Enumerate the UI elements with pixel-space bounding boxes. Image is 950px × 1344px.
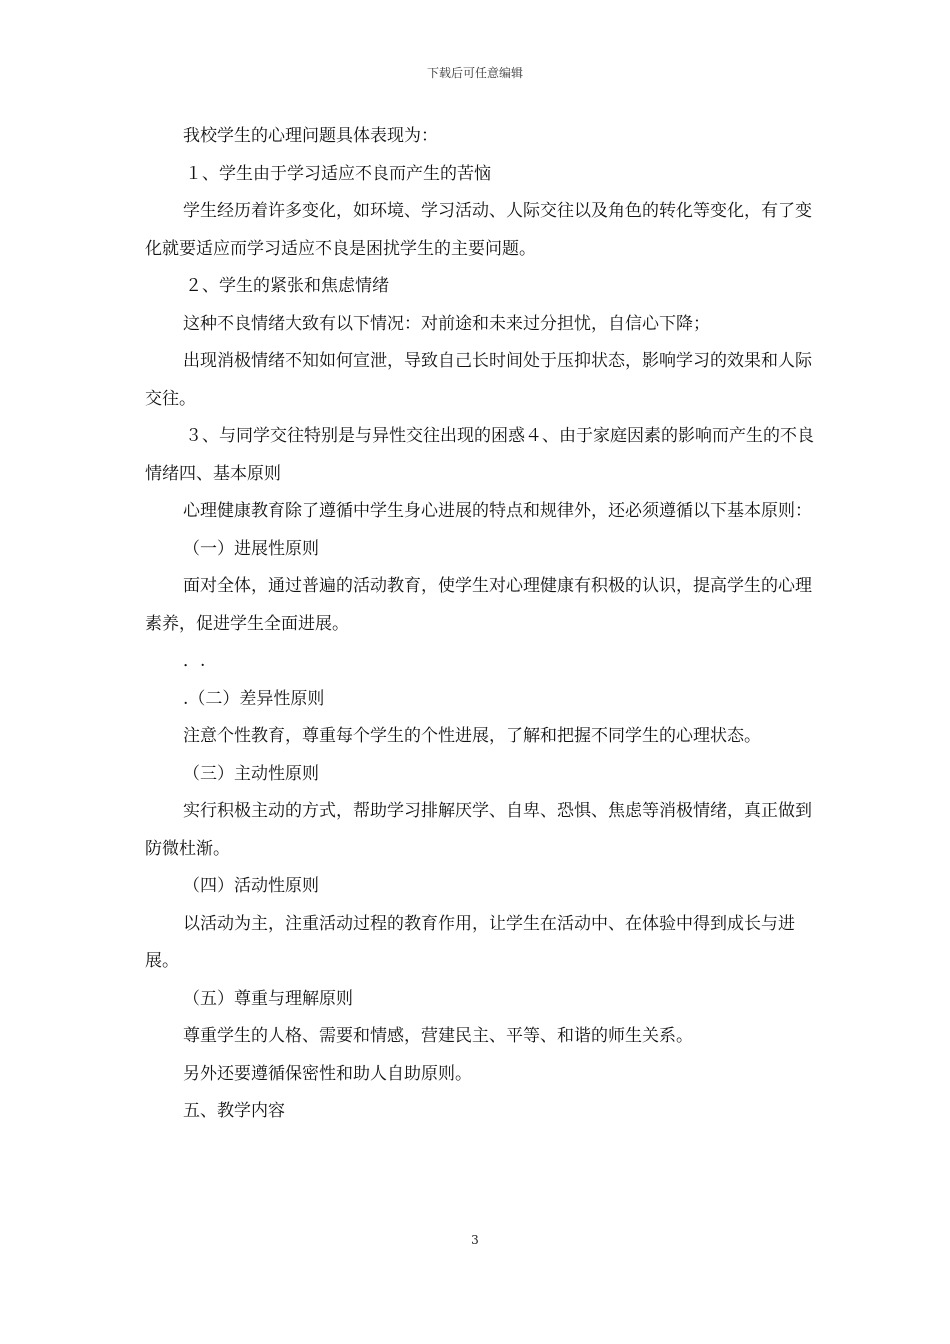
numbered-heading: ２、学生的紧张和焦虑情绪 (185, 276, 389, 296)
section-heading: （五）尊重与理解原则 (183, 988, 353, 1009)
section-heading: （四）活动性原则 (183, 876, 319, 896)
numbered-heading: １、学生由于学习适应不良而产生的苦恼 (185, 163, 491, 184)
document-body (145, 118, 815, 1131)
paragraph: 以活动为主，注重活动过程的教育作用，让学生在活动中、在体验中得到成长与进展。 (145, 913, 795, 971)
paragraph: 心理健康教育除了遵循中学生身心进展的特点和规律外，还必须遵循以下基本原则： (183, 501, 812, 521)
page-number: 3 (471, 1233, 479, 1247)
paragraph: 我校学生的心理问题具体表现为： (183, 126, 438, 146)
paragraph: 这种不良情绪大致有以下情况：对前途和未来过分担忧，自信心下降； (183, 313, 710, 334)
page-header: 下载后可任意编辑 (426, 66, 523, 80)
paragraph: 面对全体，通过普遍的活动教育，使学生对心理健康有积极的认识，提高学生的心理素养，促进学生全面进展。 (145, 576, 812, 634)
section-heading: 五、教学内容 (183, 1101, 285, 1121)
paragraph: 另外还要遵循保密性和助人自助原则。 (183, 1063, 472, 1084)
section-heading: .（二）差异性原则 (183, 688, 325, 709)
paragraph: 注意个性教育，尊重每个学生的个性进展，了解和把握不同学生的心理状态。 (183, 726, 761, 746)
paragraph: 实行积极主动的方式，帮助学习排解厌学、自卑、恐惧、焦虑等消极情绪，真正做到防微杜渐。 (145, 801, 812, 859)
separator-dots: ．. (183, 651, 206, 671)
paragraph: 学生经历着许多变化，如环境、学习活动、人际交往以及角色的转化等变化，有了变化就要适应而学习适应不良是困扰学生的主要问题。 (145, 201, 812, 259)
section-heading: （三）主动性原则 (183, 763, 319, 784)
paragraph: ３、与同学交往特别是与异性交往出现的困惑４、由于家庭因素的影响而产生的不良情绪四、基本原则 (145, 426, 814, 484)
paragraph: 出现消极情绪不知如何宣泄，导致自己长时间处于压抑状态，影响学习的效果和人际交往。 (145, 351, 812, 409)
section-heading: （一）进展性原则 (183, 538, 319, 559)
paragraph: 尊重学生的人格、需要和情感，营建民主、平等、和谐的师生关系。 (183, 1026, 693, 1046)
